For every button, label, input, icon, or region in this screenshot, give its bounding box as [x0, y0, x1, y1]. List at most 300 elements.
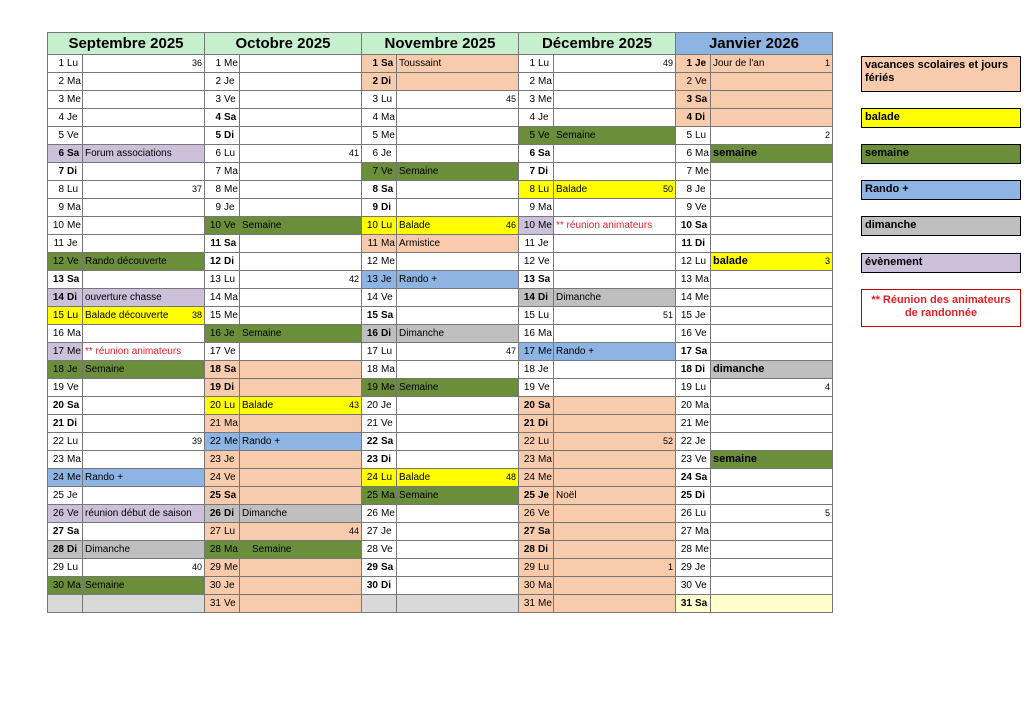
day-number: 14: [209, 292, 221, 303]
day-weekday: Je: [695, 436, 706, 447]
month-header: Septembre 2025: [48, 33, 205, 55]
day-number: 17: [523, 346, 535, 357]
week-number: 44: [348, 526, 359, 536]
day-weekday: Ve: [224, 220, 236, 231]
day-number: 17: [680, 346, 692, 357]
event-label: Semaine: [252, 544, 292, 555]
day-number: 4: [58, 112, 64, 123]
day-weekday: Di: [538, 166, 548, 177]
day-weekday: Je: [381, 274, 392, 285]
event-label: Rando +: [85, 472, 124, 483]
day-weekday: Ma: [67, 454, 81, 465]
day-weekday: Je: [224, 76, 235, 87]
day-weekday: Di: [538, 418, 548, 429]
day-weekday: Di: [381, 580, 391, 591]
week-number: 41: [348, 148, 359, 158]
day-number: 25: [52, 490, 64, 501]
day-weekday: Di: [538, 544, 548, 555]
day-number: 5: [58, 130, 64, 141]
day-number: 8: [686, 184, 692, 195]
day-number: 13: [366, 274, 378, 285]
day-number: 20: [209, 400, 221, 411]
day-number: 20: [366, 400, 378, 411]
day-number: 8: [372, 184, 378, 195]
day-weekday: Me: [67, 94, 81, 105]
day-number: 22: [52, 436, 64, 447]
week-number: 37: [191, 184, 202, 194]
day-number: 5: [529, 130, 535, 141]
day-weekday: Lu: [695, 130, 707, 141]
day-weekday: Je: [224, 202, 235, 213]
day-number: 1: [58, 58, 64, 69]
day-weekday: Ma: [538, 580, 552, 591]
day-weekday: Di: [381, 76, 391, 87]
event-label: ** réunion animateurs: [85, 346, 182, 357]
day-number: 6: [529, 148, 535, 159]
legend-label: Rando +: [865, 183, 909, 195]
day-weekday: Je: [538, 112, 549, 123]
day-weekday: Ma: [224, 292, 238, 303]
day-number: 4: [686, 112, 692, 123]
day-number: 15: [366, 310, 378, 321]
week-number: 49: [662, 58, 673, 68]
legend-label: semaine: [865, 147, 910, 159]
day-number: 2: [372, 76, 378, 87]
day-number: 6: [215, 148, 221, 159]
day-weekday: Lu: [538, 184, 550, 195]
day-weekday: Je: [67, 490, 78, 501]
day-weekday: Ma: [67, 202, 81, 213]
day-number: 14: [366, 292, 378, 303]
day-number: 11: [53, 238, 64, 249]
day-weekday: Ma: [67, 76, 81, 87]
day-weekday: Ve: [67, 256, 79, 267]
day-weekday: Sa: [224, 490, 237, 501]
day-weekday: Me: [224, 310, 238, 321]
event-label: dimanche: [713, 363, 765, 375]
day-weekday: Sa: [224, 364, 237, 375]
day-number: 9: [58, 202, 64, 213]
day-weekday: Sa: [381, 58, 394, 69]
day-number: 30: [52, 580, 64, 591]
day-weekday: Ve: [695, 202, 707, 213]
day-weekday: Je: [695, 58, 707, 69]
day-number: 2: [58, 76, 64, 87]
day-weekday: Lu: [67, 184, 79, 195]
day-number: 24: [52, 472, 64, 483]
day-number: 12: [523, 256, 535, 267]
day-weekday: Ma: [538, 202, 552, 213]
event-label: Semaine: [85, 580, 125, 591]
day-number: 8: [529, 184, 535, 195]
event-label: Jour de l'an: [713, 58, 765, 69]
day-weekday: Ma: [695, 400, 709, 411]
day-number: 21: [680, 418, 692, 429]
day-weekday: Sa: [538, 400, 551, 411]
day-number: 10: [366, 220, 378, 231]
day-number: 19: [680, 382, 692, 393]
day-number: 5: [215, 130, 221, 141]
day-number: 12: [366, 256, 378, 267]
day-weekday: Je: [538, 490, 550, 501]
event-label: Dimanche: [556, 292, 602, 303]
day-number: 30: [366, 580, 378, 591]
week-number: 40: [191, 562, 202, 572]
day-number: 29: [523, 562, 535, 573]
event-label: Armistice: [399, 238, 441, 249]
month-header: Décembre 2025: [519, 33, 676, 55]
day-number: 3: [372, 94, 378, 105]
day-weekday: Je: [224, 454, 235, 465]
day-weekday: Di: [695, 364, 705, 375]
day-weekday: Lu: [695, 508, 707, 519]
event-label: Semaine: [242, 328, 282, 339]
day-number: 28: [52, 544, 64, 555]
day-number: 14: [52, 292, 64, 303]
day-number: 15: [209, 310, 221, 321]
day-number: 28: [680, 544, 692, 555]
day-number: 27: [523, 526, 535, 537]
event-label: Semaine: [399, 382, 439, 393]
day-weekday: Je: [538, 238, 549, 249]
week-number: 51: [662, 310, 673, 320]
day-weekday: Lu: [224, 274, 236, 285]
day-number: 3: [215, 94, 221, 105]
event-label: Rando découverte: [85, 256, 167, 267]
day-number: 26: [680, 508, 692, 519]
day-number: 29: [52, 562, 64, 573]
legend-label: dimanche: [865, 219, 917, 231]
month-header: Novembre 2025: [362, 33, 519, 55]
week-number: 39: [191, 436, 202, 446]
day-weekday: Ma: [538, 76, 552, 87]
legend-item: [861, 108, 1021, 128]
day-weekday: Ma: [67, 328, 81, 339]
day-weekday: Me: [695, 418, 709, 429]
week-number: 45: [505, 94, 516, 104]
day-number: 13: [523, 274, 535, 285]
day-number: 27: [52, 526, 64, 537]
day-weekday: Me: [67, 472, 81, 483]
day-weekday: Ma: [695, 526, 709, 537]
day-weekday: Lu: [695, 256, 707, 267]
day-number: 7: [215, 166, 221, 177]
day-number: 15: [523, 310, 535, 321]
day-number: 23: [523, 454, 535, 465]
month-header: Janvier 2026: [676, 33, 833, 55]
day-weekday: Ma: [224, 544, 238, 555]
day-number: 20: [680, 400, 692, 411]
week-number: 50: [662, 184, 673, 194]
day-number: 26: [52, 508, 64, 519]
day-number: 27: [366, 526, 378, 537]
event-label: Semaine: [399, 166, 439, 177]
day-weekday: Ve: [224, 598, 236, 609]
event-label: Balade découverte: [85, 310, 169, 321]
day-number: 27: [209, 526, 221, 537]
day-weekday: Sa: [224, 238, 237, 249]
event-label: Semaine: [242, 220, 282, 231]
week-number: 47: [505, 346, 516, 356]
day-number: 21: [52, 418, 64, 429]
event-label: Forum associations: [85, 148, 172, 159]
day-weekday: Je: [695, 184, 706, 195]
legend-item: [861, 289, 1021, 327]
day-weekday: Ma: [538, 454, 552, 465]
day-number: 21: [523, 418, 535, 429]
day-weekday: Lu: [538, 310, 550, 321]
day-weekday: Sa: [381, 562, 394, 573]
day-weekday: Ma: [381, 112, 395, 123]
day-weekday: Di: [381, 454, 391, 465]
day-number: 24: [209, 472, 221, 483]
day-weekday: Sa: [695, 220, 708, 231]
day-number: 4: [215, 112, 221, 123]
day-number: 6: [58, 148, 64, 159]
event-label: Balade: [556, 184, 588, 195]
event-label: ** réunion animateurs: [556, 220, 653, 231]
day-weekday: Me: [224, 184, 238, 195]
day-number: 21: [209, 418, 221, 429]
day-weekday: Ma: [695, 274, 709, 285]
day-number: 20: [523, 400, 535, 411]
month-header: Octobre 2025: [205, 33, 362, 55]
day-number: 31: [209, 598, 221, 609]
legend-item: [861, 253, 1021, 273]
day-number: 18: [523, 364, 535, 375]
week-number: 3: [824, 256, 830, 266]
event-label: ouverture chasse: [85, 292, 162, 303]
day-number: 18: [680, 364, 692, 375]
legend-item: [861, 216, 1021, 236]
day-weekday: Me: [695, 166, 709, 177]
day-weekday: Di: [381, 328, 391, 339]
event-label: semaine: [713, 147, 758, 159]
day-number: 24: [523, 472, 535, 483]
day-number: 16: [523, 328, 535, 339]
day-weekday: Me: [224, 436, 238, 447]
day-weekday: Ve: [538, 130, 550, 141]
day-weekday: Sa: [695, 346, 708, 357]
day-weekday: Ve: [224, 94, 236, 105]
week-number: 52: [662, 436, 673, 446]
day-weekday: Ve: [67, 382, 79, 393]
day-weekday: Je: [224, 328, 235, 339]
day-number: 12: [52, 256, 64, 267]
day-number: 4: [372, 112, 378, 123]
day-number: 16: [209, 328, 221, 339]
legend-label: évènement: [865, 256, 923, 268]
day-weekday: Je: [381, 400, 392, 411]
day-weekday: Me: [695, 292, 709, 303]
day-number: 1: [529, 58, 535, 69]
day-weekday: Ma: [381, 364, 395, 375]
day-weekday: Lu: [695, 382, 707, 393]
day-number: 11: [210, 238, 221, 249]
day-number: 9: [686, 202, 692, 213]
day-number: 2: [686, 76, 692, 87]
day-number: 6: [372, 148, 378, 159]
day-number: 30: [523, 580, 535, 591]
day-number: 25: [209, 490, 221, 501]
legend-label: ** Réunion des animateurs de randonnée: [871, 294, 1011, 319]
day-number: 2: [215, 76, 221, 87]
day-number: 3: [58, 94, 64, 105]
day-number: 1: [686, 58, 692, 69]
day-number: 24: [366, 472, 378, 483]
day-number: 26: [366, 508, 378, 519]
event-label: Rando +: [556, 346, 595, 357]
day-number: 15: [680, 310, 692, 321]
day-number: 19: [52, 382, 64, 393]
day-number: 12: [680, 256, 692, 267]
day-weekday: Ve: [695, 454, 707, 465]
day-weekday: Me: [538, 598, 552, 609]
day-number: 25: [523, 490, 535, 501]
day-weekday: Ve: [695, 76, 707, 87]
day-number: 20: [52, 400, 64, 411]
day-weekday: Sa: [695, 472, 708, 483]
event-label: réunion début de saison: [85, 508, 192, 519]
day-weekday: Lu: [538, 562, 550, 573]
week-number: 2: [824, 130, 830, 140]
day-number: 7: [58, 166, 64, 177]
day-weekday: Je: [695, 562, 706, 573]
day-weekday: Je: [224, 580, 235, 591]
day-weekday: Ma: [381, 490, 395, 501]
event-label: Rando +: [242, 436, 281, 447]
day-weekday: Di: [67, 544, 77, 555]
day-weekday: Me: [538, 346, 552, 357]
day-weekday: Di: [381, 202, 391, 213]
day-number: 16: [366, 328, 378, 339]
day-number: 11: [681, 238, 692, 249]
day-weekday: Lu: [224, 148, 236, 159]
event-label: Balade: [242, 400, 274, 411]
day-number: 28: [523, 544, 535, 555]
day-weekday: Ve: [67, 508, 79, 519]
day-number: 26: [209, 508, 221, 519]
day-number: 17: [366, 346, 378, 357]
legend-item: [861, 180, 1021, 200]
event-label: Semaine: [85, 364, 125, 375]
event-label: Balade: [399, 220, 431, 231]
day-number: 18: [209, 364, 221, 375]
week-number: 1: [824, 58, 830, 68]
day-weekday: Ve: [538, 508, 550, 519]
day-number: 13: [680, 274, 692, 285]
day-weekday: Ve: [538, 256, 550, 267]
day-weekday: Di: [695, 238, 705, 249]
day-number: 19: [523, 382, 535, 393]
week-number: 38: [191, 310, 202, 320]
day-number: 7: [529, 166, 535, 177]
day-weekday: Di: [67, 292, 77, 303]
day-weekday: Me: [538, 472, 552, 483]
day-number: 22: [366, 436, 378, 447]
day-number: 5: [372, 130, 378, 141]
event-label: Noël: [556, 490, 577, 501]
day-number: 24: [680, 472, 692, 483]
day-weekday: Lu: [538, 58, 550, 69]
day-weekday: Ve: [381, 166, 393, 177]
event-label: Dimanche: [85, 544, 131, 555]
day-weekday: Ve: [381, 544, 393, 555]
day-number: 5: [686, 130, 692, 141]
day-weekday: Ve: [67, 130, 79, 141]
day-number: 10: [523, 220, 535, 231]
day-number: 9: [529, 202, 535, 213]
day-weekday: Lu: [67, 58, 79, 69]
day-number: 26: [523, 508, 535, 519]
day-weekday: Lu: [67, 562, 79, 573]
day-weekday: Me: [695, 544, 709, 555]
day-weekday: Sa: [67, 148, 80, 159]
day-weekday: Ve: [381, 292, 393, 303]
day-number: 23: [209, 454, 221, 465]
day-number: 4: [529, 112, 535, 123]
day-number: 23: [52, 454, 64, 465]
day-number: 17: [52, 346, 64, 357]
day-weekday: Me: [381, 508, 395, 519]
day-number: 15: [52, 310, 64, 321]
day-weekday: Je: [381, 526, 392, 537]
day-number: 11: [367, 238, 378, 249]
day-weekday: Ma: [224, 418, 238, 429]
day-weekday: Je: [67, 238, 78, 249]
event-label: Toussaint: [399, 58, 442, 69]
week-number: 5: [824, 508, 830, 518]
day-number: 22: [523, 436, 535, 447]
day-weekday: Sa: [381, 436, 394, 447]
legend-item: [861, 144, 1021, 164]
day-weekday: Je: [695, 310, 706, 321]
day-number: 9: [215, 202, 221, 213]
day-weekday: Sa: [538, 148, 551, 159]
day-number: 18: [366, 364, 378, 375]
day-weekday: Ve: [381, 418, 393, 429]
day-weekday: Di: [67, 418, 77, 429]
day-number: 9: [372, 202, 378, 213]
day-number: 19: [366, 382, 378, 393]
day-weekday: Di: [224, 130, 234, 141]
day-weekday: Ve: [695, 328, 707, 339]
week-number: 1: [667, 562, 673, 572]
day-weekday: Sa: [67, 274, 80, 285]
day-weekday: Sa: [695, 94, 708, 105]
day-weekday: Sa: [67, 526, 80, 537]
day-weekday: Lu: [224, 526, 236, 537]
day-weekday: Ma: [67, 580, 81, 591]
day-number: 16: [52, 328, 64, 339]
week-number: 48: [505, 472, 516, 482]
day-number: 11: [524, 238, 535, 249]
day-weekday: Di: [224, 382, 234, 393]
day-weekday: Sa: [538, 526, 551, 537]
day-weekday: Me: [67, 220, 81, 231]
event-label: Balade: [399, 472, 431, 483]
day-number: 31: [523, 598, 535, 609]
day-number: 1: [372, 58, 378, 69]
day-number: 13: [209, 274, 221, 285]
day-number: 7: [372, 166, 378, 177]
legend-item: [861, 56, 1021, 92]
event-label: Dimanche: [399, 328, 445, 339]
week-number: 4: [824, 382, 830, 392]
legend-label: balade: [865, 111, 900, 123]
day-weekday: Lu: [381, 94, 393, 105]
day-number: 18: [52, 364, 64, 375]
